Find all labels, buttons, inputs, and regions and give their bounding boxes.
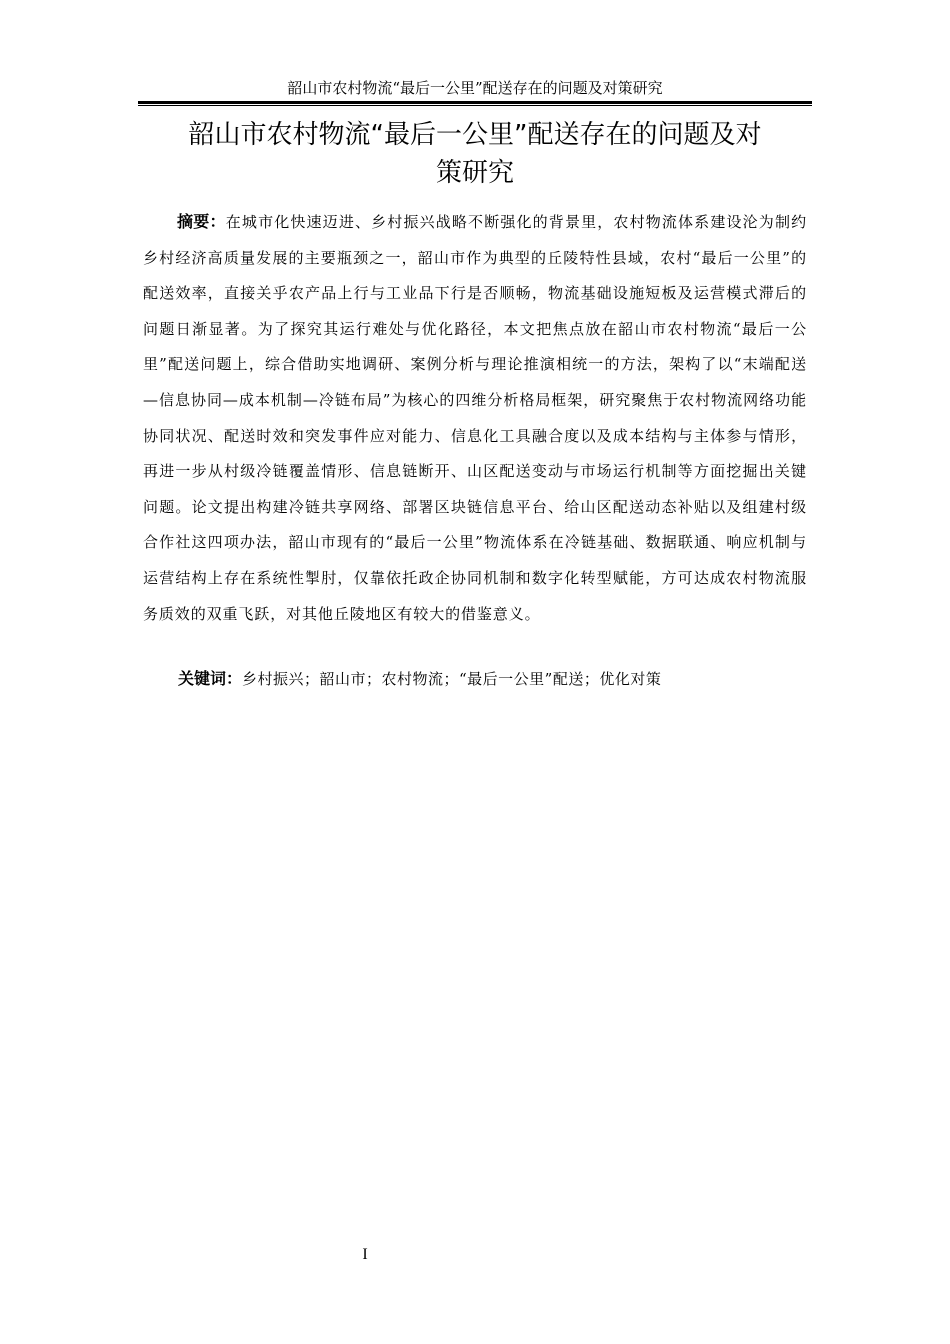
abstract-label: 摘要：: [177, 212, 226, 231]
abstract-text: 在城市化快速迈进、乡村振兴战略不断强化的背景里，农村物流体系建设沦为制约乡村经济高质量发展的主要瓶颈之一，韶山市作为典型的丘陵特性县域，农村“最后一公里”的配送效率，直接关乎农产品上行与工业品下行是否顺畅，物流基础设施短板及运营模式滞后的问题日渐显著。为了探究其运行难处与优化路径，本文把焦点放在韶山市农村物流“最后一公里”配送问题上，综合借助实地调研、案例分析与理论推演相统一的方法，架构了以“末端配送—信息协同—成本机制—冷链布局”为核心的四维分析格局框架，研究聚焦于农村物流网络功能协同状况、配送时效和突发事件应对能力、信息化工具融合度以及成本结构与主体参与情形，再进一步从村级冷链覆盖情形、信息链断开、山区配送变动与市场运行机制等方面挖掘出关键问题。论文提出构建冷链共享网络、部署区块链信息平台、给山区配送动态补贴以及组建村级合作社这四项办法，韶山市现有的“最后一公里”物流体系在冷链基础、数据联通、响应机制与运营结构上存在系统性掣肘，仅靠依托政企协同机制和数字化转型赋能，方可达成农村物流服务质效的双重飞跃，对其他丘陵地区有较大的借鉴意义。: [143, 213, 807, 623]
document-title-line2: 策研究: [435, 158, 514, 188]
document-title-line1: 韶山市农村物流“最后一公里”配送存在的问题及对: [188, 120, 762, 150]
keywords-label: 关键词：: [178, 669, 243, 688]
header-rule-thin: [138, 105, 812, 106]
keywords-text: 乡村振兴；韶山市；农村物流；“最后一公里”配送；优化对策: [242, 670, 662, 688]
page-number: I: [362, 1246, 368, 1263]
header-rule: [138, 101, 812, 104]
abstract-paragraph: [143, 204, 807, 632]
running-header: 韶山市农村物流“最后一公里”配送存在的问题及对策研究: [287, 79, 663, 97]
keywords-paragraph: [178, 664, 808, 694]
document-title: [138, 116, 812, 192]
